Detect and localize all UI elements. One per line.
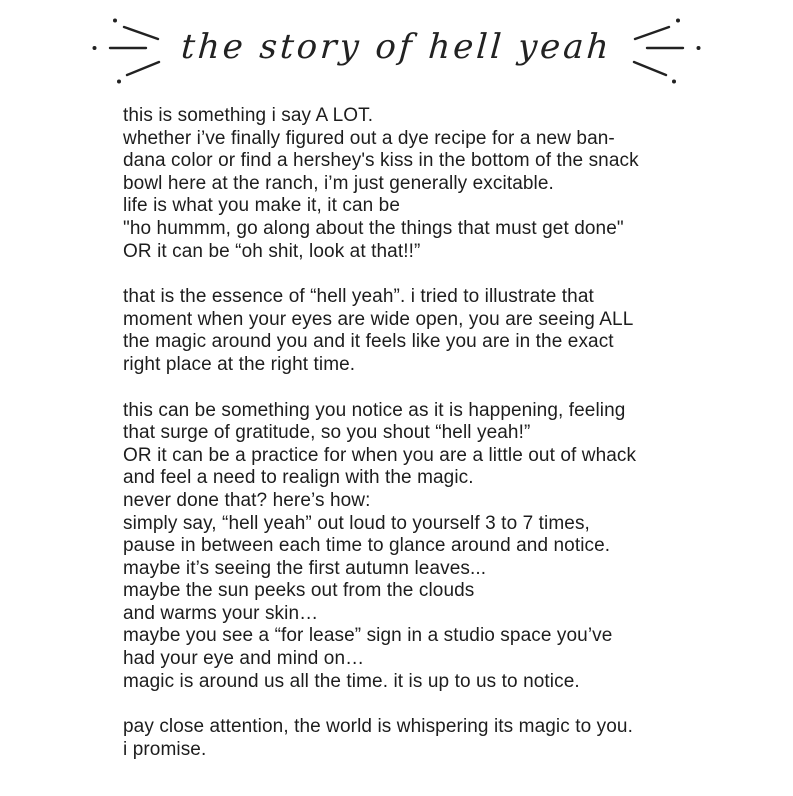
text-line: never done that? here’s how:	[123, 489, 371, 511]
text-line: bowl here at the ranch, i’m just generally excitable.	[123, 172, 554, 194]
paragraph-closing	[123, 716, 733, 761]
text-line: that surge of gratitude, so you shout “hell yeah!”	[123, 422, 531, 444]
text-line: i promise.	[123, 738, 207, 760]
text-line: maybe it’s seeing the first autumn leaves...	[123, 557, 487, 579]
text-line: maybe you see a “for lease” sign in a studio space you’ve	[123, 625, 613, 647]
text-line: OR it can be “oh shit, look at that!!”	[123, 240, 421, 262]
text-line: the magic around you and it feels like you are in the exact	[123, 331, 614, 353]
text-line: had your eye and mind on…	[123, 648, 365, 670]
sparkle-burst-left-icon	[90, 14, 165, 86]
sparkle-burst-right-icon	[628, 14, 703, 86]
paragraph-essence	[123, 286, 733, 376]
text-line: right place at the right time.	[123, 353, 356, 375]
text-line: and warms your skin…	[123, 602, 319, 624]
text-line: "ho hummm, go along about the things that must get done"	[123, 217, 624, 239]
text-line: magic is around us all the time. it is up to us to notice.	[123, 670, 580, 692]
text-line: and feel a need to realign with the magic.	[123, 467, 474, 489]
article-body	[123, 105, 733, 761]
text-line: OR it can be a practice for when you are a little out of whack	[123, 444, 637, 466]
paragraph-practice	[123, 400, 733, 694]
text-line: pay close attention, the world is whispering its magic to you.	[123, 716, 633, 738]
text-line: moment when your eyes are wide open, you are seeing ALL	[123, 308, 634, 330]
text-line: life is what you make it, it can be	[123, 195, 401, 217]
text-line: pause in between each time to glance around and notice.	[123, 535, 611, 557]
page-title: the story of hell yeah	[180, 27, 614, 67]
text-line: this is something i say A LOT.	[123, 105, 374, 126]
text-line: simply say, “hell yeah” out loud to yourself 3 to 7 times,	[123, 512, 590, 534]
text-line: maybe the sun peeks out from the clouds	[123, 580, 475, 602]
text-line: whether i’ve finally figured out a dye recipe for a new ban-	[123, 127, 615, 149]
text-line: dana color or find a hershey's kiss in the bottom of the snack	[123, 150, 639, 172]
paragraph-intro	[123, 105, 733, 263]
text-line: this can be something you notice as it is happening, feeling	[123, 399, 626, 421]
text-line: that is the essence of “hell yeah”. i tried to illustrate that	[123, 286, 594, 308]
title-header	[0, 12, 793, 88]
